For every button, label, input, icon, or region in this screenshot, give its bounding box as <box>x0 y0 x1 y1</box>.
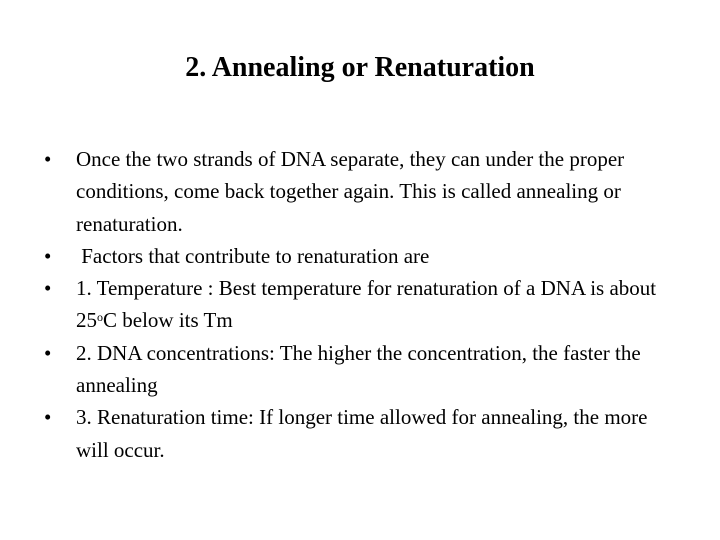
degree-superscript: o <box>97 310 103 325</box>
bullet-icon: • <box>44 243 52 268</box>
bullet-icon: • <box>44 340 52 365</box>
bullet-icon: • <box>44 276 52 301</box>
temperature-text-before: 1. Temperature : Best temperature for renaturation of a DNA is about 25 <box>76 276 657 333</box>
bullet-list <box>44 143 684 466</box>
bullet-text: Factors that contribute to renaturation are <box>76 243 430 268</box>
bullet-icon: • <box>44 147 52 171</box>
temperature-text-after: C below its Tm <box>103 308 233 333</box>
bullet-text <box>76 276 656 332</box>
bullet-icon: • <box>44 405 52 430</box>
bullet-text: Once the two strands of DNA separate, they can under the proper conditions, come back together again. This is called annealing or renaturation. <box>76 147 625 236</box>
bullet-item <box>44 401 684 466</box>
bullet-item <box>44 272 684 337</box>
bullet-item <box>44 143 684 240</box>
bullet-text: 2. DNA concentrations: The higher the concentration, the faster the annealing <box>76 340 641 398</box>
slide-title: 2. Annealing or Renaturation <box>185 52 535 83</box>
bullet-item <box>44 337 684 402</box>
bullet-text: 3. Renaturation time: If longer time allowed for annealing, the more will occur. <box>76 405 648 462</box>
bullet-item <box>44 240 684 272</box>
